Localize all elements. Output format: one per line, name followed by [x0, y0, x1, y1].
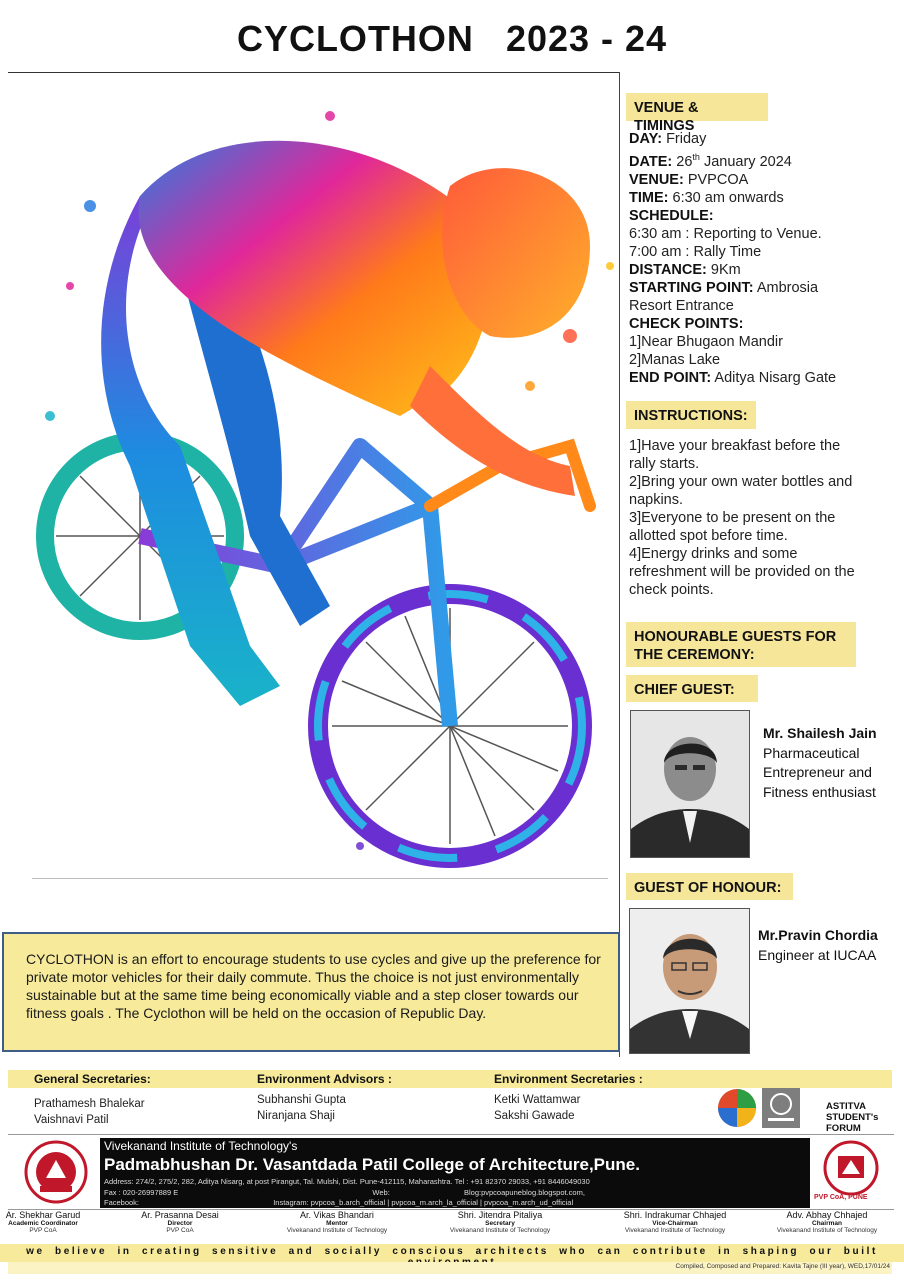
forum-line: ASTITVA STUDENT's: [826, 1101, 879, 1123]
facebook-link[interactable]: Facebook:: [104, 1198, 140, 1207]
instruction-line: 2]Bring your own water bottles and: [629, 474, 853, 490]
instructions-heading: INSTRUCTIONS:: [626, 401, 756, 429]
institute-name: Vivekanand Institute of Technology's: [104, 1139, 298, 1153]
chief-guest-desc: Pharmaceutical: [763, 744, 860, 761]
distance-row: DISTANCE: 9Km: [629, 261, 741, 278]
day-row: DAY: Friday: [629, 131, 707, 147]
schedule-item: 7:00 am : Rally Time: [629, 243, 762, 260]
guest-of-honour-photo: [629, 908, 750, 1054]
staff-member: Ar. Shekhar Garud Academic Coordinator PVP CoA: [5, 1210, 81, 1234]
guests-heading-line: HONOURABLE GUESTS FOR: [634, 629, 837, 645]
hero-divider: [32, 878, 608, 879]
forum-line: FORUM: [826, 1123, 861, 1134]
secretary-name: Vaishnavi Patil: [34, 1114, 109, 1126]
title-year: 2023 - 24: [505, 18, 668, 59]
person-portrait-icon: [631, 711, 749, 857]
env-secretary-name: Sakshi Gawade: [494, 1110, 575, 1122]
environment-secretaries-list: [494, 1092, 580, 1124]
instruction-line: check points.: [629, 582, 714, 598]
vit-logo-icon: [24, 1140, 88, 1204]
secretary-name: Prathamesh Bhalekar: [34, 1098, 145, 1110]
guest-of-honour-desc: Engineer at IUCAA: [758, 946, 877, 963]
general-secretaries-list: [34, 1096, 145, 1128]
instruction-line: 1]Have your breakfast before the: [629, 438, 841, 454]
title-divider: [8, 72, 620, 73]
chief-guest-photo: [630, 710, 750, 858]
college-social: [104, 1198, 573, 1207]
college-motto: we believe in creating sensitive and socially conscious architects who can contribute in shaping our built: [26, 1246, 878, 1257]
event-description: CYCLOTHON is an effort to encourage students to use cycles and give up the preference for private motor vehicles for their daily commute. Thus the choice is not just environmentally sustainable but at the same time being economically viable and a step closer towards our fitness goals . The Cyclothon will be held on the occasion of Republic Day.: [2, 932, 620, 1052]
college-name: Padmabhushan Dr. Vasantdada Patil College of Architecture,Pune.: [104, 1155, 640, 1174]
advisor-name: Niranjana Shaji: [257, 1110, 335, 1122]
person-portrait-icon: [630, 909, 749, 1053]
web-link[interactable]: Web:: [372, 1188, 390, 1197]
college-contact: [104, 1188, 585, 1197]
general-secretaries-label: General Secretaries:: [34, 1072, 151, 1086]
staff-member: Adv. Abhay Chhajed Chairman Vivekanand Institute of Technology: [776, 1210, 878, 1234]
instruction-line: 3]Everyone to be present on the: [629, 510, 836, 526]
schedule-label: SCHEDULE:: [629, 207, 714, 224]
fax: Fax : 020-26997889 E: [104, 1188, 179, 1197]
start-row-cont: Resort Entrance: [629, 297, 734, 314]
venue-details: [629, 130, 899, 387]
schedule-item: 6:30 am : Reporting to Venue.: [629, 225, 822, 242]
college-address: Address: 274/2, 275/2, 282, Aditya Nisarg, at post Pirangut, Tal. Mulshi, Dist. Pune-412115, Maharashtra. Tel : +91 82370 29033, +91 8446049030: [104, 1177, 590, 1186]
venue-heading: VENUE & TIMINGS: [626, 93, 768, 121]
guests-heading-line: THE CEREMONY:: [634, 647, 755, 663]
guest-of-honour-info: [758, 926, 902, 965]
instruction-line: refreshment will be provided on the: [629, 564, 855, 580]
compiled-by-credit: Compiled, Composed and Prepared: Kavita Tajne (III year), WED,17/01/24: [675, 1263, 890, 1270]
astitva-forum-label: [826, 1101, 904, 1134]
staff-member: Shri. Jitendra Pitaliya Secretary Vivekanand Institute of Technology: [449, 1210, 551, 1234]
guest-of-honour-name: Mr.Pravin Chordia: [758, 927, 878, 943]
instruction-line: napkins.: [629, 492, 684, 508]
chief-guest-desc: Fitness enthusiast: [763, 783, 876, 800]
chief-guest-name: Mr. Shailesh Jain: [763, 725, 877, 741]
environment-advisors-label: Environment Advisors :: [257, 1072, 392, 1086]
instruction-line: allotted spot before time.: [629, 528, 788, 544]
instruction-line: rally starts.: [629, 456, 700, 472]
chief-guest-info: [763, 724, 901, 802]
chief-guest-desc: Entrepreneur and: [763, 764, 872, 780]
cyclist-illustration: [30, 86, 620, 876]
pvpcoa-logo-icon: [818, 1140, 884, 1196]
end-row: END POINT: Aditya Nisarg Gate: [629, 369, 837, 386]
venue-row: VENUE: PVPCOA: [629, 171, 749, 188]
env-secretary-name: Ketki Wattamwar: [494, 1094, 581, 1106]
environment-logo-icon: [715, 1088, 759, 1128]
environment-advisors-list: [257, 1092, 346, 1124]
time-row: TIME: 6:30 am onwards: [629, 189, 784, 206]
poster-title: [0, 18, 904, 60]
instagram-link[interactable]: Instagram: pvpcoa_b.arch_official | pvpcoa_m.arch_la_official | pvpcoa_m.arch_ud_official: [273, 1198, 574, 1207]
pvpcoa-logo-caption: PVP CoA, PUNE: [814, 1194, 868, 1201]
staff-member: Shri. Indrakumar Chhajed Vice-Chairman Vivekanand Institute of Technology: [623, 1210, 727, 1234]
checkpoint-item: 1]Near Bhugaon Mandir: [629, 333, 783, 350]
astitva-logo-icon: [762, 1088, 800, 1128]
chief-guest-label: CHIEF GUEST:: [626, 675, 758, 702]
date-row: DATE: 26th January 2024: [629, 152, 792, 170]
guest-of-honour-label: GUEST OF HONOUR:: [626, 873, 793, 900]
environment-secretaries-label: Environment Secretaries :: [494, 1072, 643, 1086]
start-row: STARTING POINT: Ambrosia: [629, 279, 819, 296]
rider-helmet: [442, 168, 590, 338]
blog-link[interactable]: Blog:pvpcoapuneblog.blogspot.com,: [463, 1188, 585, 1197]
instruction-line: 4]Energy drinks and some: [629, 546, 798, 562]
checkpoints-label: CHECK POINTS:: [629, 315, 744, 332]
checkpoint-item: 2]Manas Lake: [629, 351, 721, 368]
title-event: CYCLOTHON: [236, 18, 474, 59]
instructions-list: [629, 437, 901, 599]
advisor-name: Subhanshi Gupta: [257, 1094, 346, 1106]
staff-member: Ar. Vikas Bhandari Mentor Vivekanand Institute of Technology: [286, 1210, 388, 1234]
staff-member: Ar. Prasanna Desai Director PVP CoA: [141, 1210, 219, 1234]
guests-heading: [626, 622, 856, 667]
